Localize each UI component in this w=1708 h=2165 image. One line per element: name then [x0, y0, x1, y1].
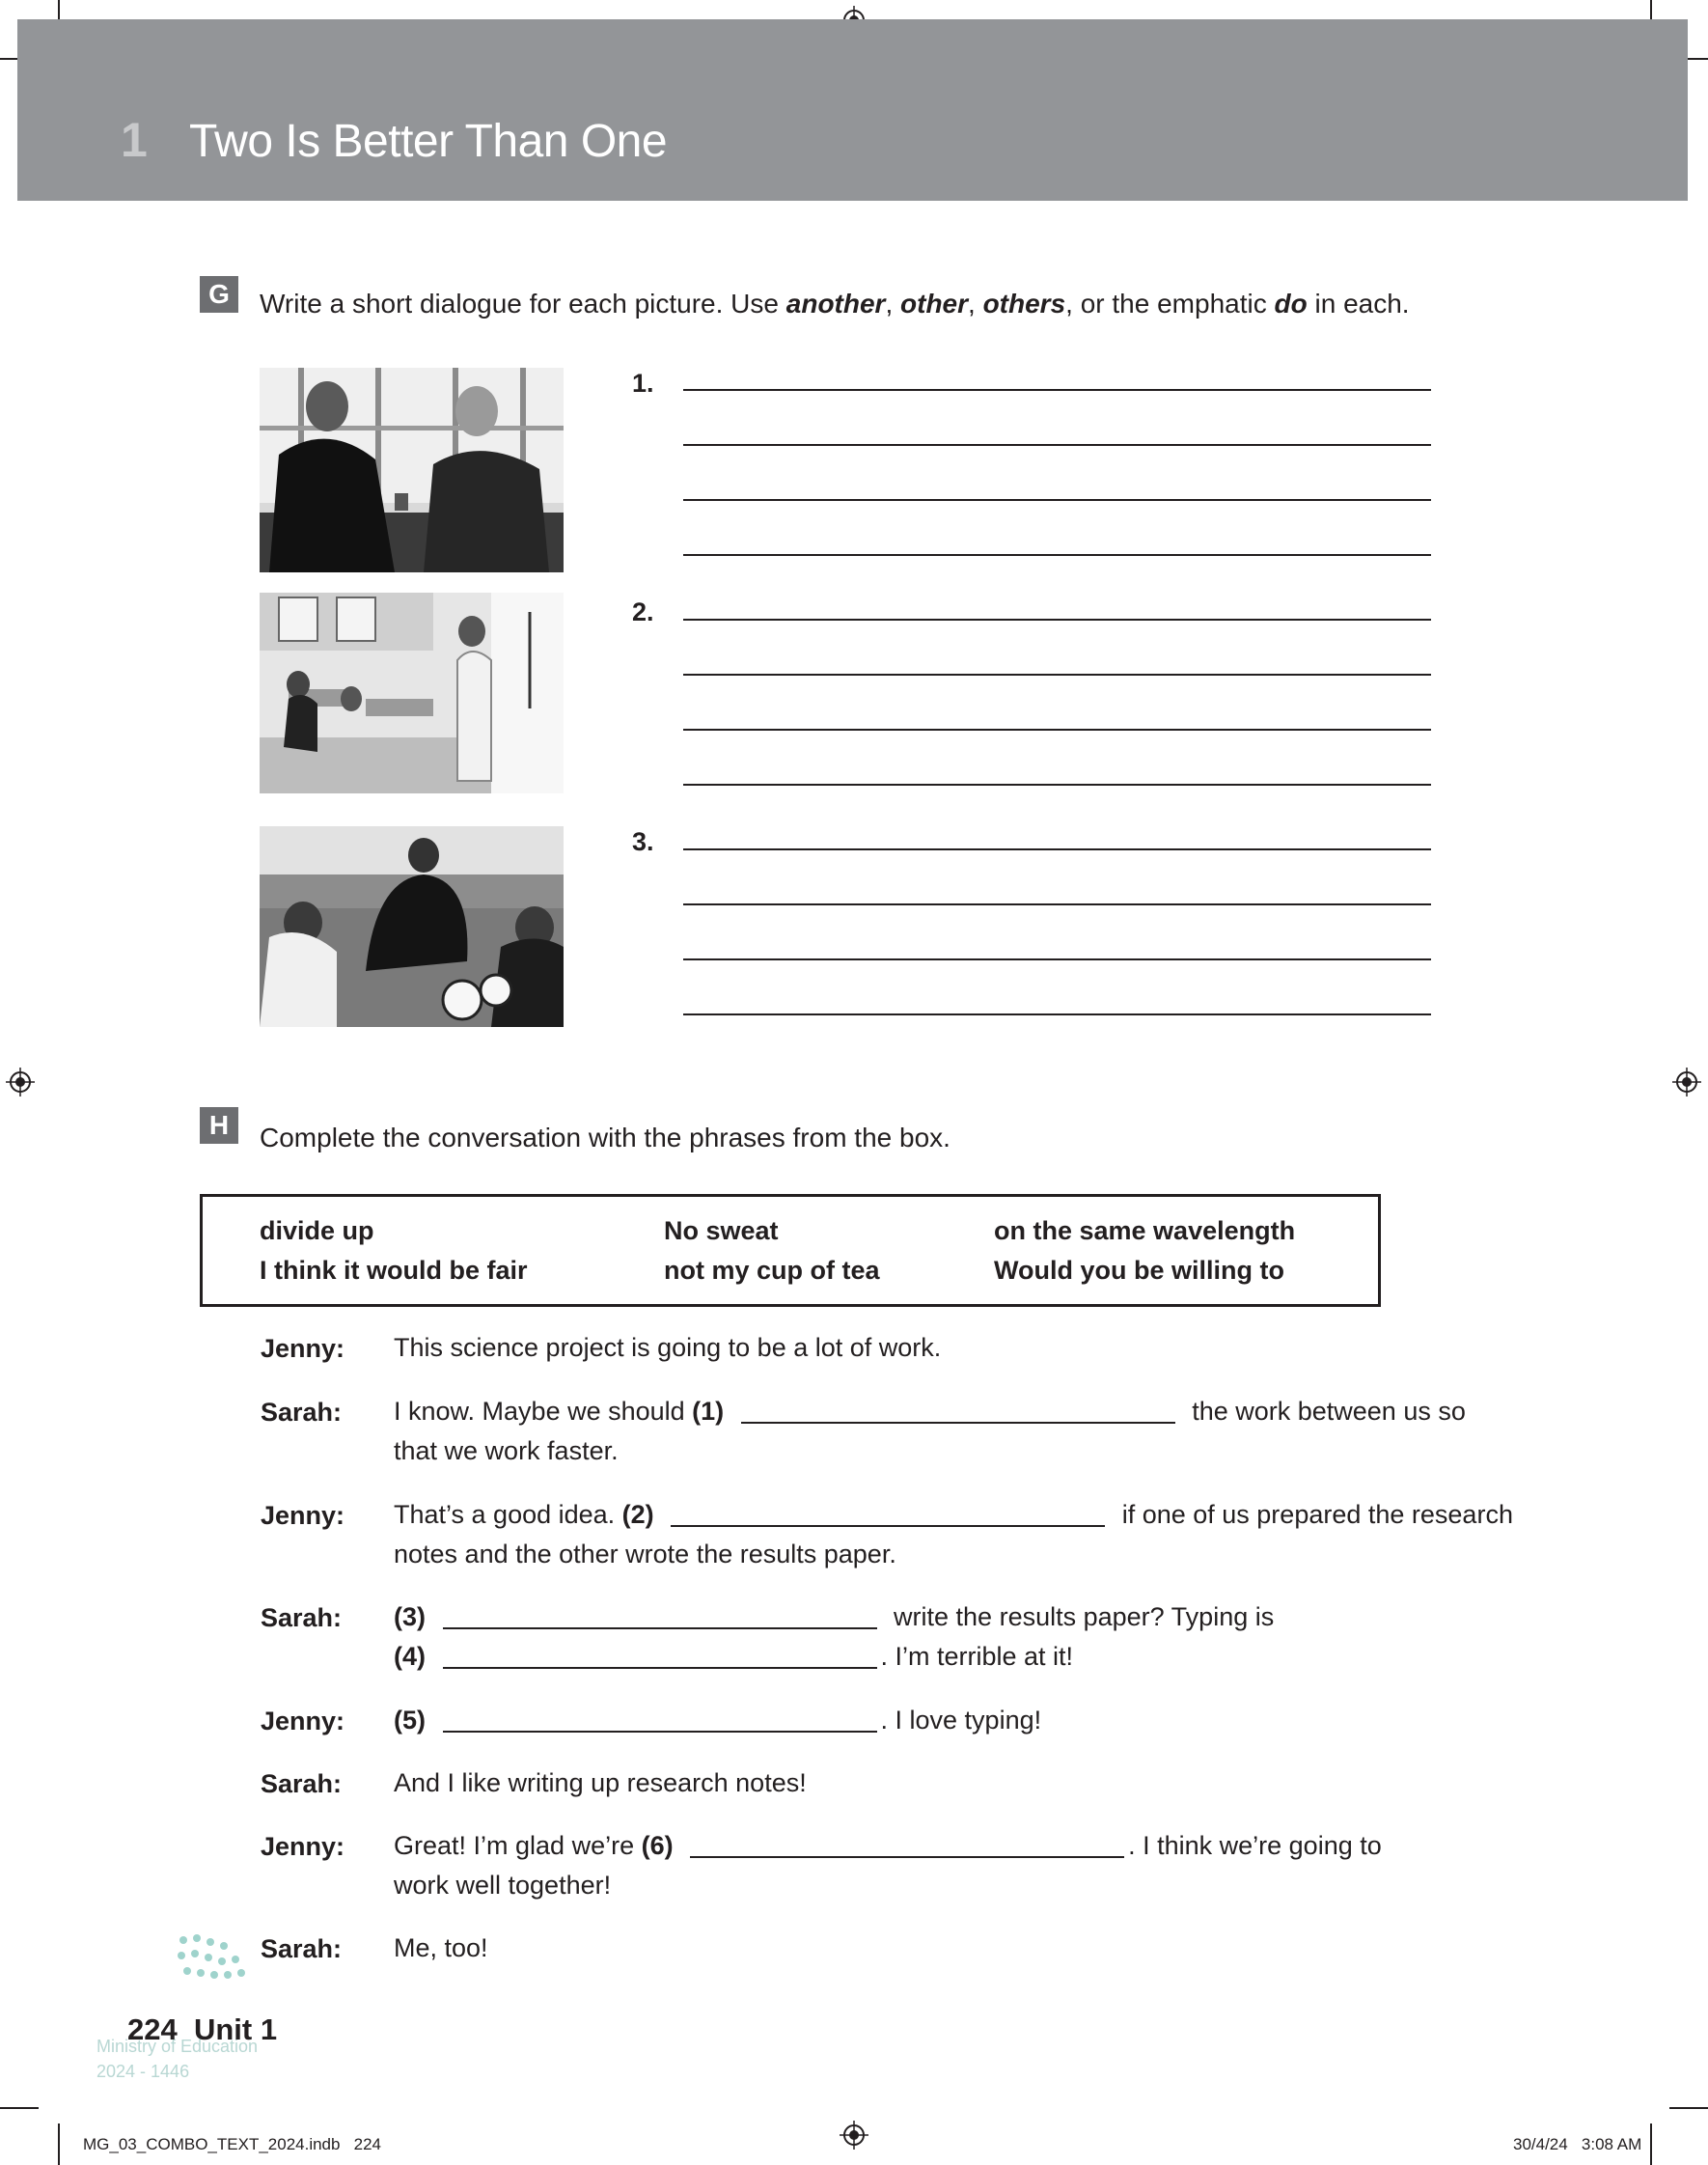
dialogue-line: This science project is going to be a lot of work.: [394, 1333, 942, 1362]
writing-line[interactable]: [683, 619, 1431, 621]
dialogue-speaker: Sarah:: [261, 1769, 343, 1798]
dialogue-line: notes and the other wrote the results paper.: [394, 1540, 896, 1568]
writing-line[interactable]: [683, 958, 1431, 960]
section-h-instruction: Complete the conversation with the phrases from the box.: [260, 1123, 950, 1152]
registration-mark-icon: [1672, 1068, 1701, 1096]
answer-blank-6[interactable]: [690, 1856, 1124, 1858]
section-g-instruction: Write a short dialogue for each picture. Use another, other, others, or the emphatic do in each.: [260, 289, 1410, 319]
dialogue-line: (4) . I’m terrible at it!: [394, 1642, 1074, 1671]
exercise-number: 3.: [632, 827, 654, 856]
writing-line[interactable]: [683, 903, 1431, 905]
dialogue-line: Me, too!: [394, 1933, 488, 1962]
dialogue-line: that we work faster.: [394, 1436, 619, 1465]
phrase-item: on the same wavelength: [994, 1216, 1296, 1245]
answer-blank-5[interactable]: [443, 1731, 877, 1733]
dialogue-line: That’s a good idea. (2) if one of us prepared the research: [394, 1500, 1513, 1529]
phrase-item: No sweat: [664, 1216, 779, 1245]
print-slug-date: 30/4/24 3:08 AM: [1513, 2135, 1642, 2153]
dialogue-speaker: Jenny:: [261, 1334, 345, 1363]
exercise-number: 2.: [632, 597, 654, 626]
dialogue-speaker: Jenny:: [261, 1501, 345, 1530]
writing-line[interactable]: [683, 1013, 1431, 1015]
phrase-item: divide up: [260, 1216, 374, 1245]
teacher-classroom-photo: [260, 593, 564, 793]
answer-blank-3[interactable]: [443, 1627, 877, 1629]
writing-line[interactable]: [683, 848, 1431, 850]
writing-line[interactable]: [683, 389, 1431, 391]
section-letter-g: G: [200, 276, 238, 313]
writing-line[interactable]: [683, 674, 1431, 676]
writing-line[interactable]: [683, 444, 1431, 446]
print-slug-file: MG_03_COMBO_TEXT_2024.indb 224: [83, 2135, 381, 2153]
writing-line[interactable]: [683, 729, 1431, 731]
writing-line[interactable]: [683, 784, 1431, 786]
phrase-item: not my cup of tea: [664, 1256, 880, 1285]
dialogue-line: (3) write the results paper? Typing is: [394, 1602, 1275, 1631]
answer-blank-2[interactable]: [671, 1525, 1105, 1527]
unit-title: Two Is Better Than One: [189, 116, 668, 167]
two-men-talking-photo: [260, 368, 564, 572]
crop-mark: [1650, 2123, 1652, 2165]
unit-label: Unit 1: [193, 2012, 278, 2046]
registration-mark-icon: [6, 1068, 35, 1096]
phrase-item: I think it would be fair: [260, 1256, 528, 1285]
dialogue-speaker: Sarah:: [261, 1398, 343, 1427]
dialogue-speaker: Jenny:: [261, 1832, 345, 1861]
answer-blank-1[interactable]: [741, 1422, 1175, 1424]
answer-blank-4[interactable]: [443, 1667, 877, 1669]
crop-mark: [1669, 2107, 1708, 2109]
dialogue-line: And I like writing up research notes!: [394, 1768, 807, 1797]
dialogue-line: work well together!: [394, 1871, 612, 1900]
coach-with-players-photo: [260, 826, 564, 1027]
dialogue-speaker: Sarah:: [261, 1934, 343, 1963]
phrase-item: Would you be willing to: [994, 1256, 1284, 1285]
crop-mark: [0, 2107, 39, 2109]
ministry-name: Ministry of Education: [96, 2037, 259, 2056]
page-number: 224: [127, 2012, 178, 2046]
dialogue-speaker: Jenny:: [261, 1707, 345, 1735]
ministry-year: 2024 - 1446: [96, 2062, 190, 2081]
writing-line[interactable]: [683, 554, 1431, 556]
page-folio: [127, 2012, 277, 2047]
exercise-number: 1.: [632, 369, 654, 398]
registration-mark-icon: [840, 2121, 868, 2150]
crop-mark: [58, 2123, 60, 2165]
section-letter-h: H: [200, 1107, 238, 1144]
unit-header: [17, 19, 1688, 201]
unit-number: 1: [121, 113, 148, 167]
phrase-box: [200, 1194, 1381, 1307]
dialogue-line: (5) . I love typing!: [394, 1706, 1042, 1735]
dialogue-speaker: Sarah:: [261, 1603, 343, 1632]
dialogue-line: Great! I’m glad we’re (6) . I think we’re going to: [394, 1831, 1382, 1860]
writing-line[interactable]: [683, 499, 1431, 501]
dialogue-line: I know. Maybe we should (1) the work between us so: [394, 1397, 1466, 1426]
